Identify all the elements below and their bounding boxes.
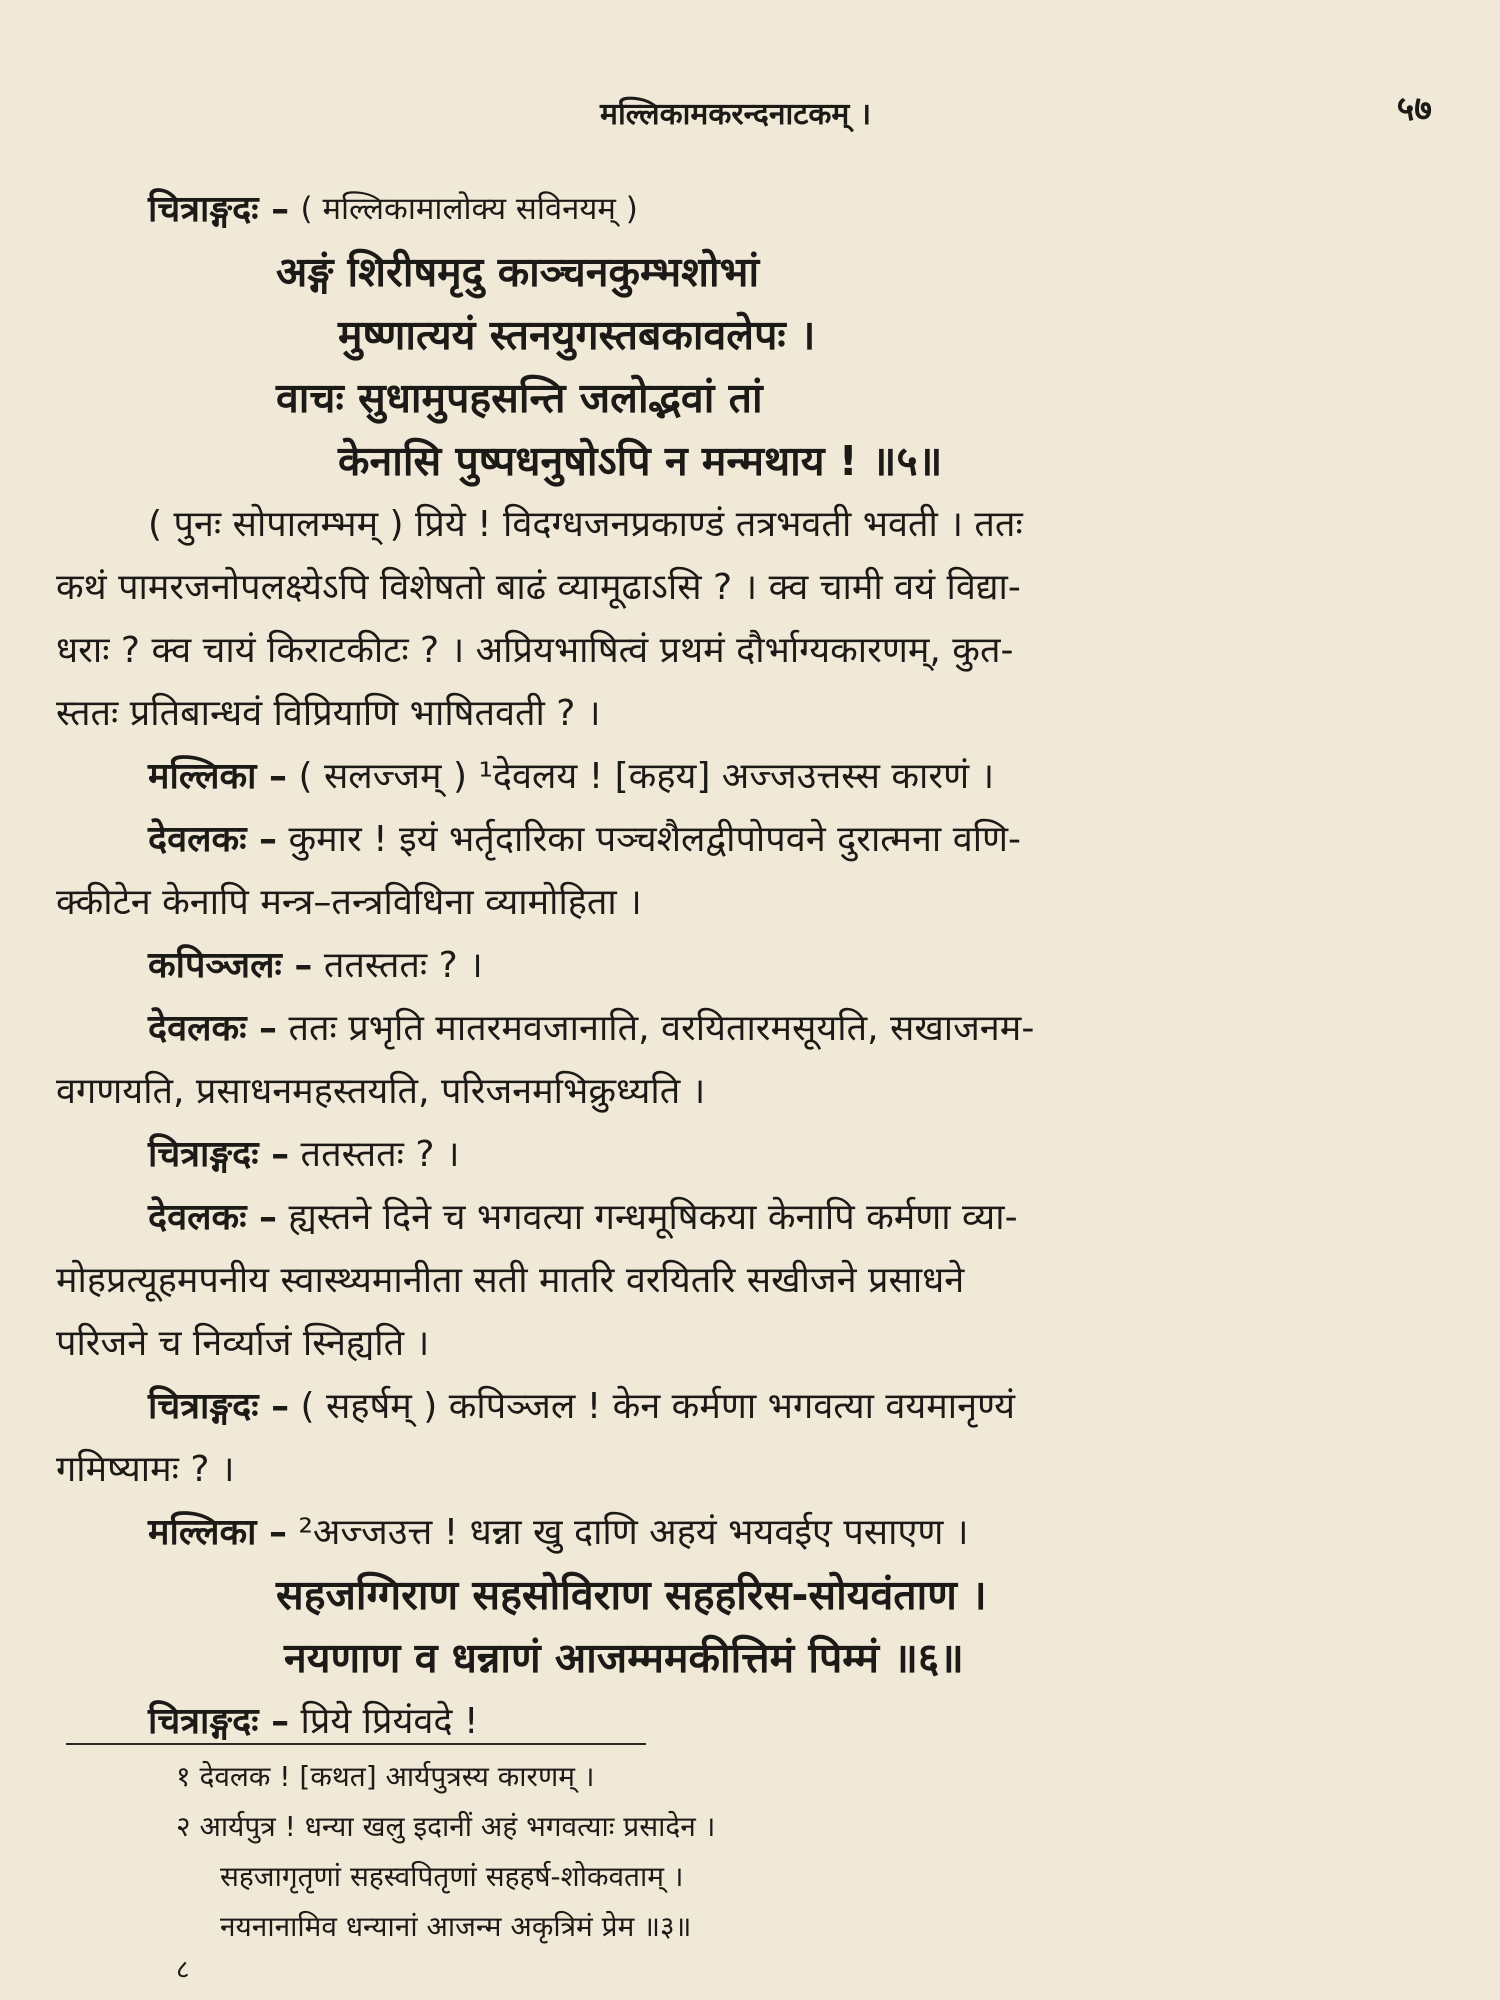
prose-line: धराः ? क्व चायं किराटकीटः ? । अप्रियभाषित्वं प्रथमं दौर्भाग्यकारणम्, कुत-	[56, 630, 1014, 671]
speaker-label: चित्राङ्गदः –	[148, 1386, 290, 1427]
speech-kapinjala	[56, 934, 1442, 997]
prose-line: वगणयति, प्रसाधनमहस्तयति, परिजनमभिक्रुध्यति ।	[56, 1071, 706, 1112]
prose-line: क्कीटेन केनापि मन्त्र–तन्त्रविधिना व्यामोहिता ।	[56, 882, 642, 923]
footnote-verse-line: सहजागृतृणां सहस्वपितृणां सहहर्ष-शोकवताम् ।	[220, 1860, 684, 1893]
speech-text: ह्यस्तने दिने च भगवत्या गन्धमूषिकया केनापि कर्मणा व्या-	[288, 1197, 1018, 1238]
running-head: मल्लिकामकरन्दनाटकम् ।	[600, 97, 872, 132]
page-number: ५७	[1396, 89, 1432, 129]
speech-text: प्रिये प्रियंवदे !	[300, 1701, 479, 1742]
speech-text: ततस्ततः ? ।	[300, 1134, 460, 1175]
prakrit-verse-line: नयणाण व धन्नाणं आजम्ममकीत्तिमं पिम्मं ॥६॥	[284, 1634, 964, 1682]
verse-line: वाचः सुधामुपहसन्ति जलोद्भवां तां	[276, 374, 763, 422]
speech-text: कुमार ! इयं भर्तृदारिका पञ्चशैलद्वीपोपवने दुरात्मना वणि-	[288, 819, 1022, 860]
footnotes	[176, 1752, 715, 1952]
speaker-label: देवलकः –	[148, 1008, 277, 1049]
speech-text: ततः प्रभृति मातरमवजानाति, वरयितारमसूयति, सखाजनम-	[288, 1008, 1035, 1049]
speech-mallika-2	[56, 1501, 1442, 1564]
speech-chitrangada-1	[56, 178, 1442, 241]
speaker-label: देवलकः –	[148, 1197, 277, 1238]
verse-line: मुष्णात्ययं स्तनयुगस्तबकावलेपः ।	[338, 311, 816, 359]
footnote-verse-line: नयनानामिव धन्यानां आजन्म अकृत्रिमं प्रेम ॥३॥	[220, 1910, 692, 1943]
speech-text: ततस्ततः ? ।	[323, 945, 483, 986]
speech-text: ( सलज्जम् ) ¹देवलय ! [कहय] अज्जउत्तस्स कारणं ।	[298, 756, 995, 797]
speaker-label: चित्राङ्गदः –	[148, 189, 290, 230]
verse-line: अङ्गं शिरीषमृदु काञ्चनकुम्भशोभां	[276, 248, 760, 296]
footnote: १ देवलक ! [कथत] आर्यपुत्रस्य कारणम् ।	[176, 1760, 595, 1793]
speech-devalaka-3	[56, 1186, 1442, 1249]
speaker-label: मल्लिका –	[148, 756, 288, 797]
speaker-label: चित्राङ्गदः –	[148, 1134, 290, 1175]
footnote: २ आर्यपुत्र ! धन्या खलु इदानीं अहं भगवत्याः प्रसादेन ।	[176, 1810, 716, 1843]
speech-text: ( सहर्षम् ) कपिञ्जल ! केन कर्मणा भगवत्या वयमानृण्यं	[300, 1386, 1016, 1427]
speaker-label: कपिञ्जलः –	[148, 945, 313, 986]
main-text	[56, 178, 1442, 1753]
prose-line: मोहप्रत्यूहमपनीय स्वास्थ्यमानीता सती मातरि वरयितरि सखीजने प्रसाधने	[56, 1260, 965, 1301]
speech-chitrangada-3	[56, 1375, 1442, 1438]
speech-devalaka-2	[56, 997, 1442, 1060]
speaker-label: चित्राङ्गदः –	[148, 1701, 290, 1742]
verse-line: केनासि पुष्पधनुषोऽपि न मन्मथाय ! ॥५॥	[338, 437, 943, 485]
stage-direction: ( मल्लिकामालोक्य सविनयम् )	[300, 191, 638, 227]
prose-line: परिजने च निर्व्याजं स्निह्यति ।	[56, 1323, 430, 1364]
prose-line: गमिष्यामः ? ।	[56, 1449, 235, 1490]
prakrit-verse-line: सहजग्गिराण सहसोविराण सहहरिस-सोयवंताण ।	[276, 1571, 987, 1619]
speech-chitrangada-2	[56, 1123, 1442, 1186]
prose-line: कथं पामरजनोपलक्ष्येऽपि विशेषतो बाढं व्यामूढाऽसि ? । क्व चामी वयं विद्या-	[56, 567, 1021, 608]
prose-line: ( पुनः सोपालम्भम् ) प्रिये ! विदग्धजनप्रकाण्डं तत्रभवती भवती । ततः	[148, 504, 1023, 545]
footnote-rule	[66, 1743, 646, 1745]
speech-devalaka-1	[56, 808, 1442, 871]
speaker-label: मल्लिका –	[148, 1512, 288, 1553]
speech-mallika-1	[56, 745, 1442, 808]
signature-mark: ८	[176, 1955, 190, 1985]
speech-text: ²अज्जउत्त ! धन्ना खु दाणि अहयं भयवईए पसाएण ।	[298, 1512, 969, 1553]
prose-line: स्ततः प्रतिबान्धवं विप्रियाणि भाषितवती ? ।	[56, 693, 601, 734]
speaker-label: देवलकः –	[148, 819, 277, 860]
